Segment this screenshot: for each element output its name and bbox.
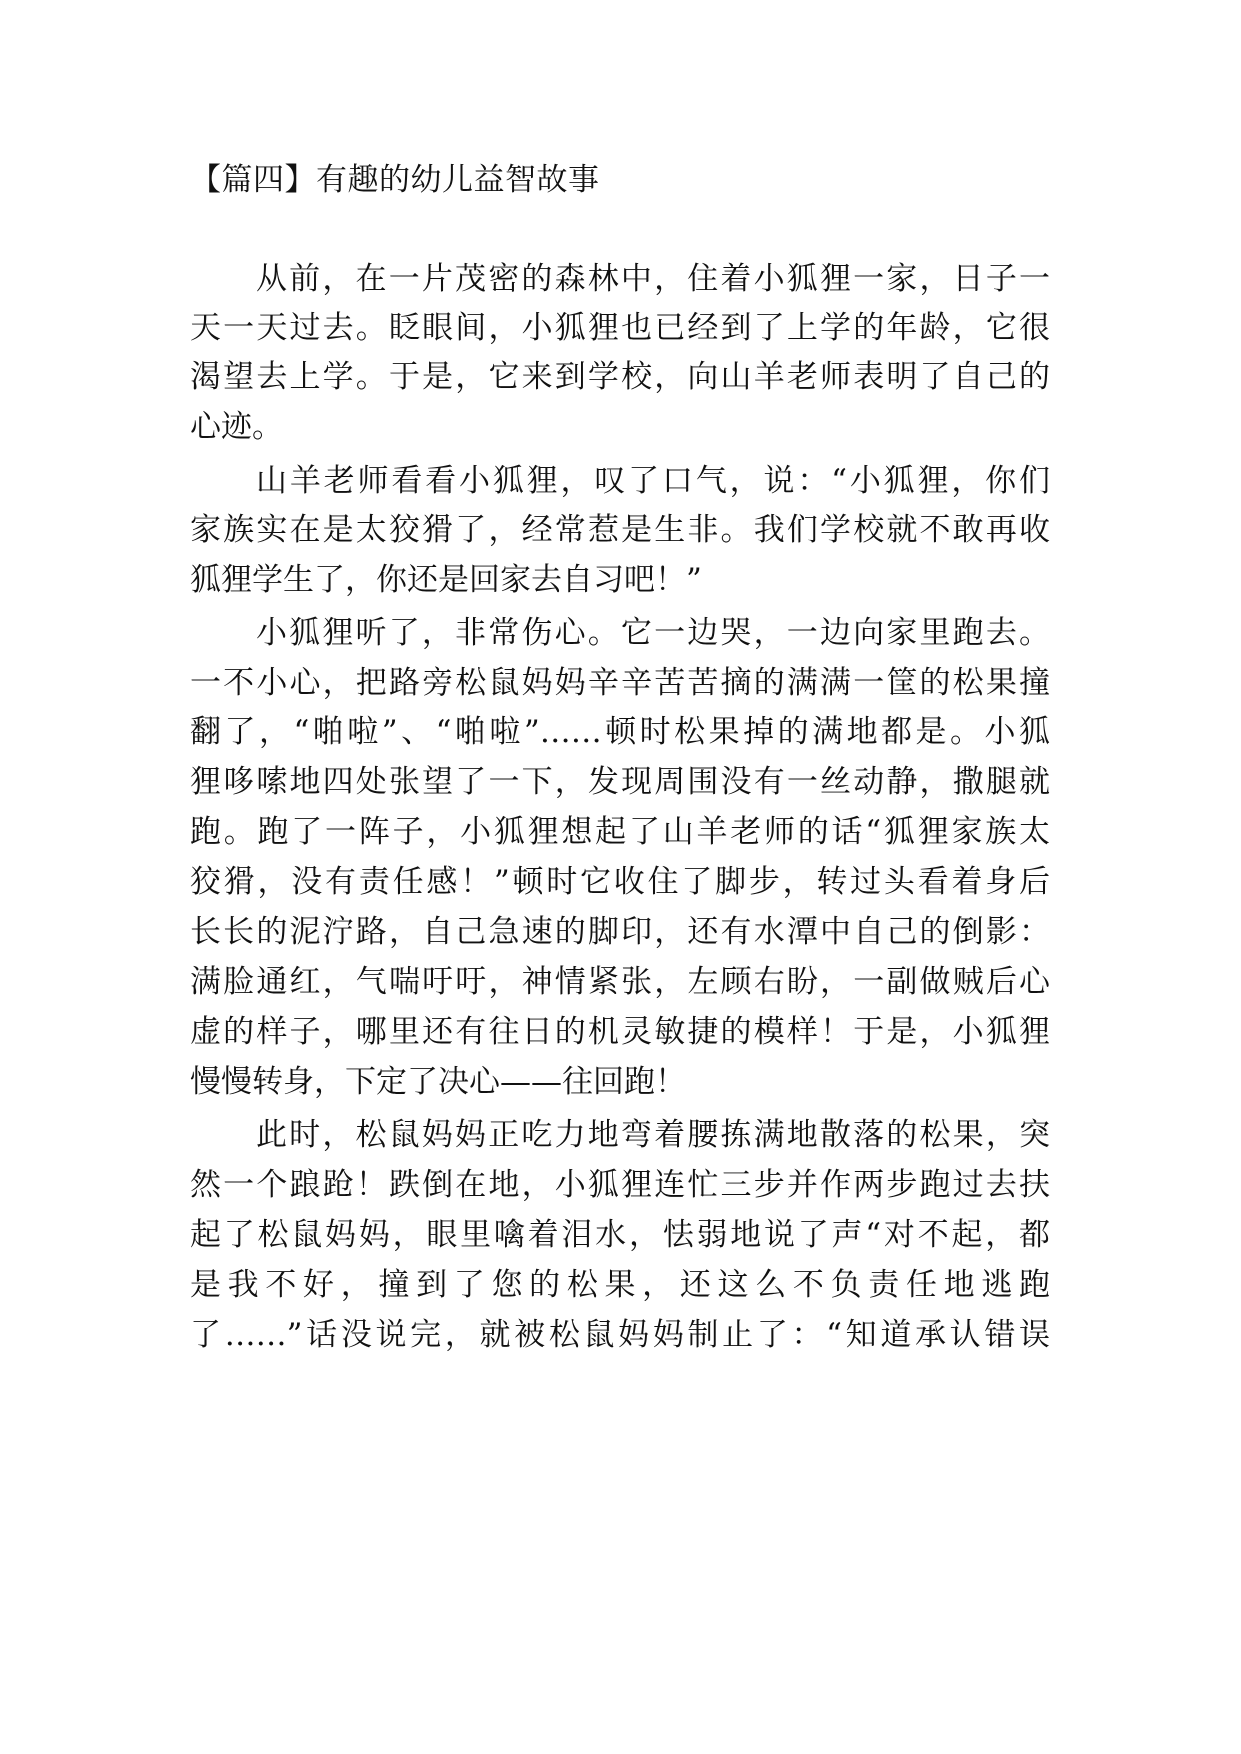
paragraph-3-line-9: 虚的样子，哪里还有往日的机灵敏捷的模样！于是，小狐狸 (190, 1014, 1050, 1050)
paragraph-3-line-5: 跑。跑了一阵子，小狐狸想起了山羊老师的话“狐狸家族太 (190, 814, 1050, 850)
document-title: 【篇四】有趣的幼儿益智故事 (190, 162, 600, 198)
paragraph-2-line-2: 家族实在是太狡猾了，经常惹是生非。我们学校就不敢再收 (190, 512, 1050, 548)
paragraph-2-line-1: 山羊老师看看小狐狸，叹了口气，说：“小狐狸，你们 (256, 463, 1050, 499)
paragraph-3-line-10: 慢慢转身，下定了决心——往回跑！ (190, 1064, 686, 1100)
paragraph-3-line-3: 翻了，“啪啦”、“啪啦”……顿时松果掉的满地都是。小狐 (190, 714, 1050, 750)
paragraph-4-line-4: 是我不好，撞到了您的松果，还这么不负责任地逃跑 (190, 1267, 1050, 1303)
paragraph-3-line-8: 满脸通红，气喘吁吁，神情紧张，左顾右盼，一副做贼后心 (190, 964, 1050, 1000)
paragraph-4-line-2: 然一个踉跄！跌倒在地，小狐狸连忙三步并作两步跑过去扶 (190, 1167, 1050, 1203)
paragraph-1-line-4: 心迹。 (190, 409, 283, 445)
paragraph-3-line-1: 小狐狸听了，非常伤心。它一边哭，一边向家里跑去。 (256, 615, 1050, 651)
paragraph-4-line-3: 起了松鼠妈妈，眼里噙着泪水，怯弱地说了声“对不起，都 (190, 1217, 1050, 1253)
paragraph-3-line-7: 长长的泥泞路，自己急速的脚印，还有水潭中自己的倒影： (190, 914, 1050, 950)
paragraph-3-line-4: 狸哆嗦地四处张望了一下，发现周围没有一丝动静，撒腿就 (190, 764, 1050, 800)
paragraph-1-line-3: 渴望去上学。于是，它来到学校，向山羊老师表明了自己的 (190, 359, 1050, 395)
paragraph-4-line-1: 此时，松鼠妈妈正吃力地弯着腰拣满地散落的松果，突 (256, 1117, 1050, 1153)
paragraph-3-line-2: 一不小心，把路旁松鼠妈妈辛辛苦苦摘的满满一筐的松果撞 (190, 665, 1050, 701)
paragraph-3-line-6: 狡猾，没有责任感！”顿时它收住了脚步，转过头看着身后 (190, 864, 1050, 900)
paragraph-2-line-3: 狐狸学生了，你还是回家去自习吧！” (190, 562, 702, 598)
paragraph-1-line-2: 天一天过去。眨眼间，小狐狸也已经到了上学的年龄，它很 (190, 310, 1050, 346)
paragraph-4-line-5: 了……”话没说完，就被松鼠妈妈制止了：“知道承认错误 (190, 1317, 1050, 1353)
paragraph-1-line-1: 从前，在一片茂密的森林中，住着小狐狸一家，日子一 (256, 261, 1050, 297)
